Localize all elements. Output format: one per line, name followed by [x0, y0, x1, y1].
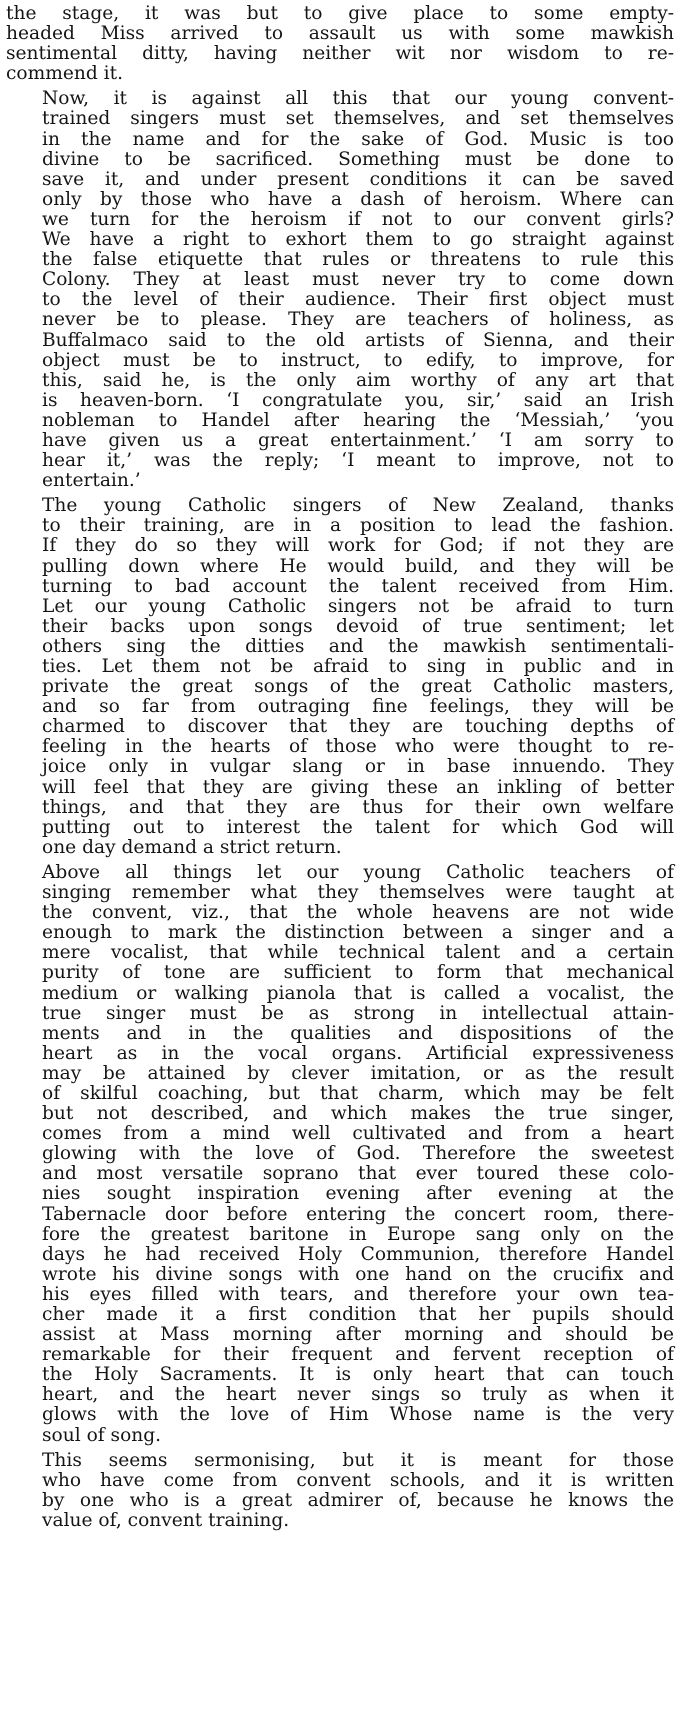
text-line: and so far from outraging fine feelings, they will be — [42, 696, 674, 718]
text-line: glowing with the love of God. Therefore the sweetest — [42, 1143, 674, 1165]
text-line: Above all things let our young Catholic teachers of — [42, 861, 674, 883]
text-line: value of, convent training. — [42, 1509, 290, 1531]
article-body — [6, 4, 674, 1531]
text-line: purity of tone are sufficient to form that mechanical — [42, 962, 674, 984]
text-line: is heaven-born. ‘I congratulate you, sir,’ said an Irish — [42, 389, 674, 411]
text-line: ties. Let them not be afraid to sing in public and in — [42, 656, 674, 677]
text-line: joice only in vulgar slang or in base innuendo. They — [42, 756, 674, 778]
text-line: by one who is a great admirer of, because he knows the — [42, 1489, 674, 1511]
text-line: We have a right to exhort them to go straight against — [42, 229, 674, 251]
paragraph — [6, 496, 674, 858]
text-line: heart, and the heart never sings so truly as when it — [42, 1384, 674, 1406]
text-line: glows with the love of Him Whose name is the very — [42, 1404, 674, 1426]
text-line: Colony. They at least must never try to come down — [42, 269, 674, 291]
text-line: Tabernacle door before entering the concert room, there- — [42, 1203, 674, 1225]
text-line: in the name and for the sake of God. Music is too — [42, 128, 674, 150]
text-line: save it, and under present conditions it can be saved — [42, 168, 674, 190]
text-line: others sing the ditties and the mawkish sentimentali- — [42, 635, 674, 657]
text-line: soul of song. — [42, 1424, 162, 1446]
text-line: mere vocalist, that while technical talent and a certain — [42, 942, 674, 964]
text-line: only by those who have a dash of heroism. Where can — [42, 188, 674, 210]
text-line: feeling in the hearts of those who were thought to re- — [42, 736, 674, 758]
paragraph — [6, 863, 674, 1446]
text-line: Buffalmaco said to the old artists of Sienna, and their — [42, 329, 674, 351]
text-line: the convent, viz., that the whole heavens are not wide — [42, 902, 674, 924]
text-line: enough to mark the distinction between a singer and a — [42, 922, 674, 944]
text-line: Now, it is against all this that our young convent- — [42, 88, 674, 110]
text-line: his eyes filled with tears, and therefore your own tea- — [42, 1283, 674, 1305]
text-line: will feel that they are giving these an inkling of better — [42, 776, 674, 798]
text-line: fore the greatest baritone in Europe sang only on the — [42, 1223, 674, 1245]
text-line: the Holy Sacraments. It is only heart that can touch — [42, 1364, 674, 1386]
text-line: entertain.’ — [42, 470, 141, 492]
text-line: have given us a great entertainment.’ ‘I am sorry to — [42, 429, 674, 451]
text-line: to their training, are in a position to lead the fashion. — [42, 515, 674, 537]
text-line: singing remember what they themselves were taught at — [42, 882, 674, 904]
text-line: medium or walking pianola that is called a vocalist, the — [42, 982, 674, 1004]
text-line: sentimental ditty, having neither wit nor wisdom to re- — [6, 43, 674, 65]
text-line: and most versatile soprano that ever toured these colo- — [42, 1163, 674, 1185]
text-line: commend it. — [6, 63, 123, 85]
paragraph — [6, 89, 674, 491]
text-line: putting out to interest the talent for which God will — [42, 816, 674, 838]
text-line: wrote his divine songs with one hand on the crucifix and — [42, 1263, 674, 1285]
text-line: one day demand a strict return. — [42, 836, 342, 858]
text-line: who have come from convent schools, and it is written — [42, 1469, 674, 1491]
text-line: comes from a mind well cultivated and from a heart — [42, 1123, 674, 1145]
text-line: days he had received Holy Communion, therefore Handel — [42, 1243, 674, 1265]
text-line: remarkable for their frequent and fervent reception of — [42, 1344, 674, 1366]
text-line: Let our young Catholic singers not be afraid to turn — [42, 595, 674, 617]
text-line: we turn for the heroism if not to our convent girls? — [42, 208, 674, 230]
text-line: nobleman to Handel after hearing the ‘Messiah,’ ‘you — [42, 409, 674, 431]
text-line: trained singers must set themselves, and set themselves — [42, 108, 674, 130]
text-line: true singer must be as strong in intellectual attain- — [42, 1002, 674, 1024]
text-line: divine to be sacrificed. Something must be done to — [42, 148, 674, 170]
text-line: heart as in the vocal organs. Artificial expressiveness — [42, 1042, 674, 1064]
text-line: headed Miss arrived to assault us with some mawkish — [6, 23, 674, 45]
text-line: assist at Mass morning after morning and should be — [42, 1324, 674, 1346]
text-line: pulling down where He would build, and they will be — [42, 555, 674, 577]
text-line: the false etiquette that rules or threatens to rule this — [42, 249, 674, 271]
text-line: of skilful coaching, but that charm, which may be felt — [42, 1082, 674, 1104]
text-line: their backs upon songs devoid of true sentiment; let — [42, 615, 674, 637]
paragraph — [6, 4, 674, 84]
text-line: cher made it a first condition that her pupils should — [42, 1304, 674, 1325]
text-line: to the level of their audience. Their first object must — [42, 289, 674, 311]
text-line: hear it,’ was the reply; ‘I meant to improve, not to — [42, 450, 674, 472]
text-line: ments and in the qualities and dispositions of the — [42, 1022, 674, 1044]
text-line: charmed to discover that they are touching depths of — [42, 716, 674, 738]
text-line: turning to bad account the talent received from Him. — [42, 575, 674, 597]
text-line: If they do so they will work for God; if not they are — [42, 535, 674, 557]
text-line: object must be to instruct, to edify, to improve, for — [42, 349, 674, 371]
paragraph — [6, 1451, 674, 1531]
text-line: never be to please. They are teachers of holiness, as — [42, 309, 674, 331]
text-line: things, and that they are thus for their own welfare — [42, 796, 674, 818]
text-line: this, said he, is the only aim worthy of any art that — [42, 369, 674, 391]
text-line: the stage, it was but to give place to some empty- — [6, 3, 674, 24]
text-line: private the great songs of the great Catholic masters, — [42, 676, 674, 698]
text-line: nies sought inspiration evening after evening at the — [42, 1183, 674, 1205]
text-line: but not described, and which makes the true singer, — [42, 1103, 674, 1125]
text-line: may be attained by clever imitation, or as the result — [42, 1062, 674, 1084]
text-line: This seems sermonising, but it is meant for those — [42, 1449, 674, 1471]
text-line: The young Catholic singers of New Zealand, thanks — [42, 495, 674, 517]
